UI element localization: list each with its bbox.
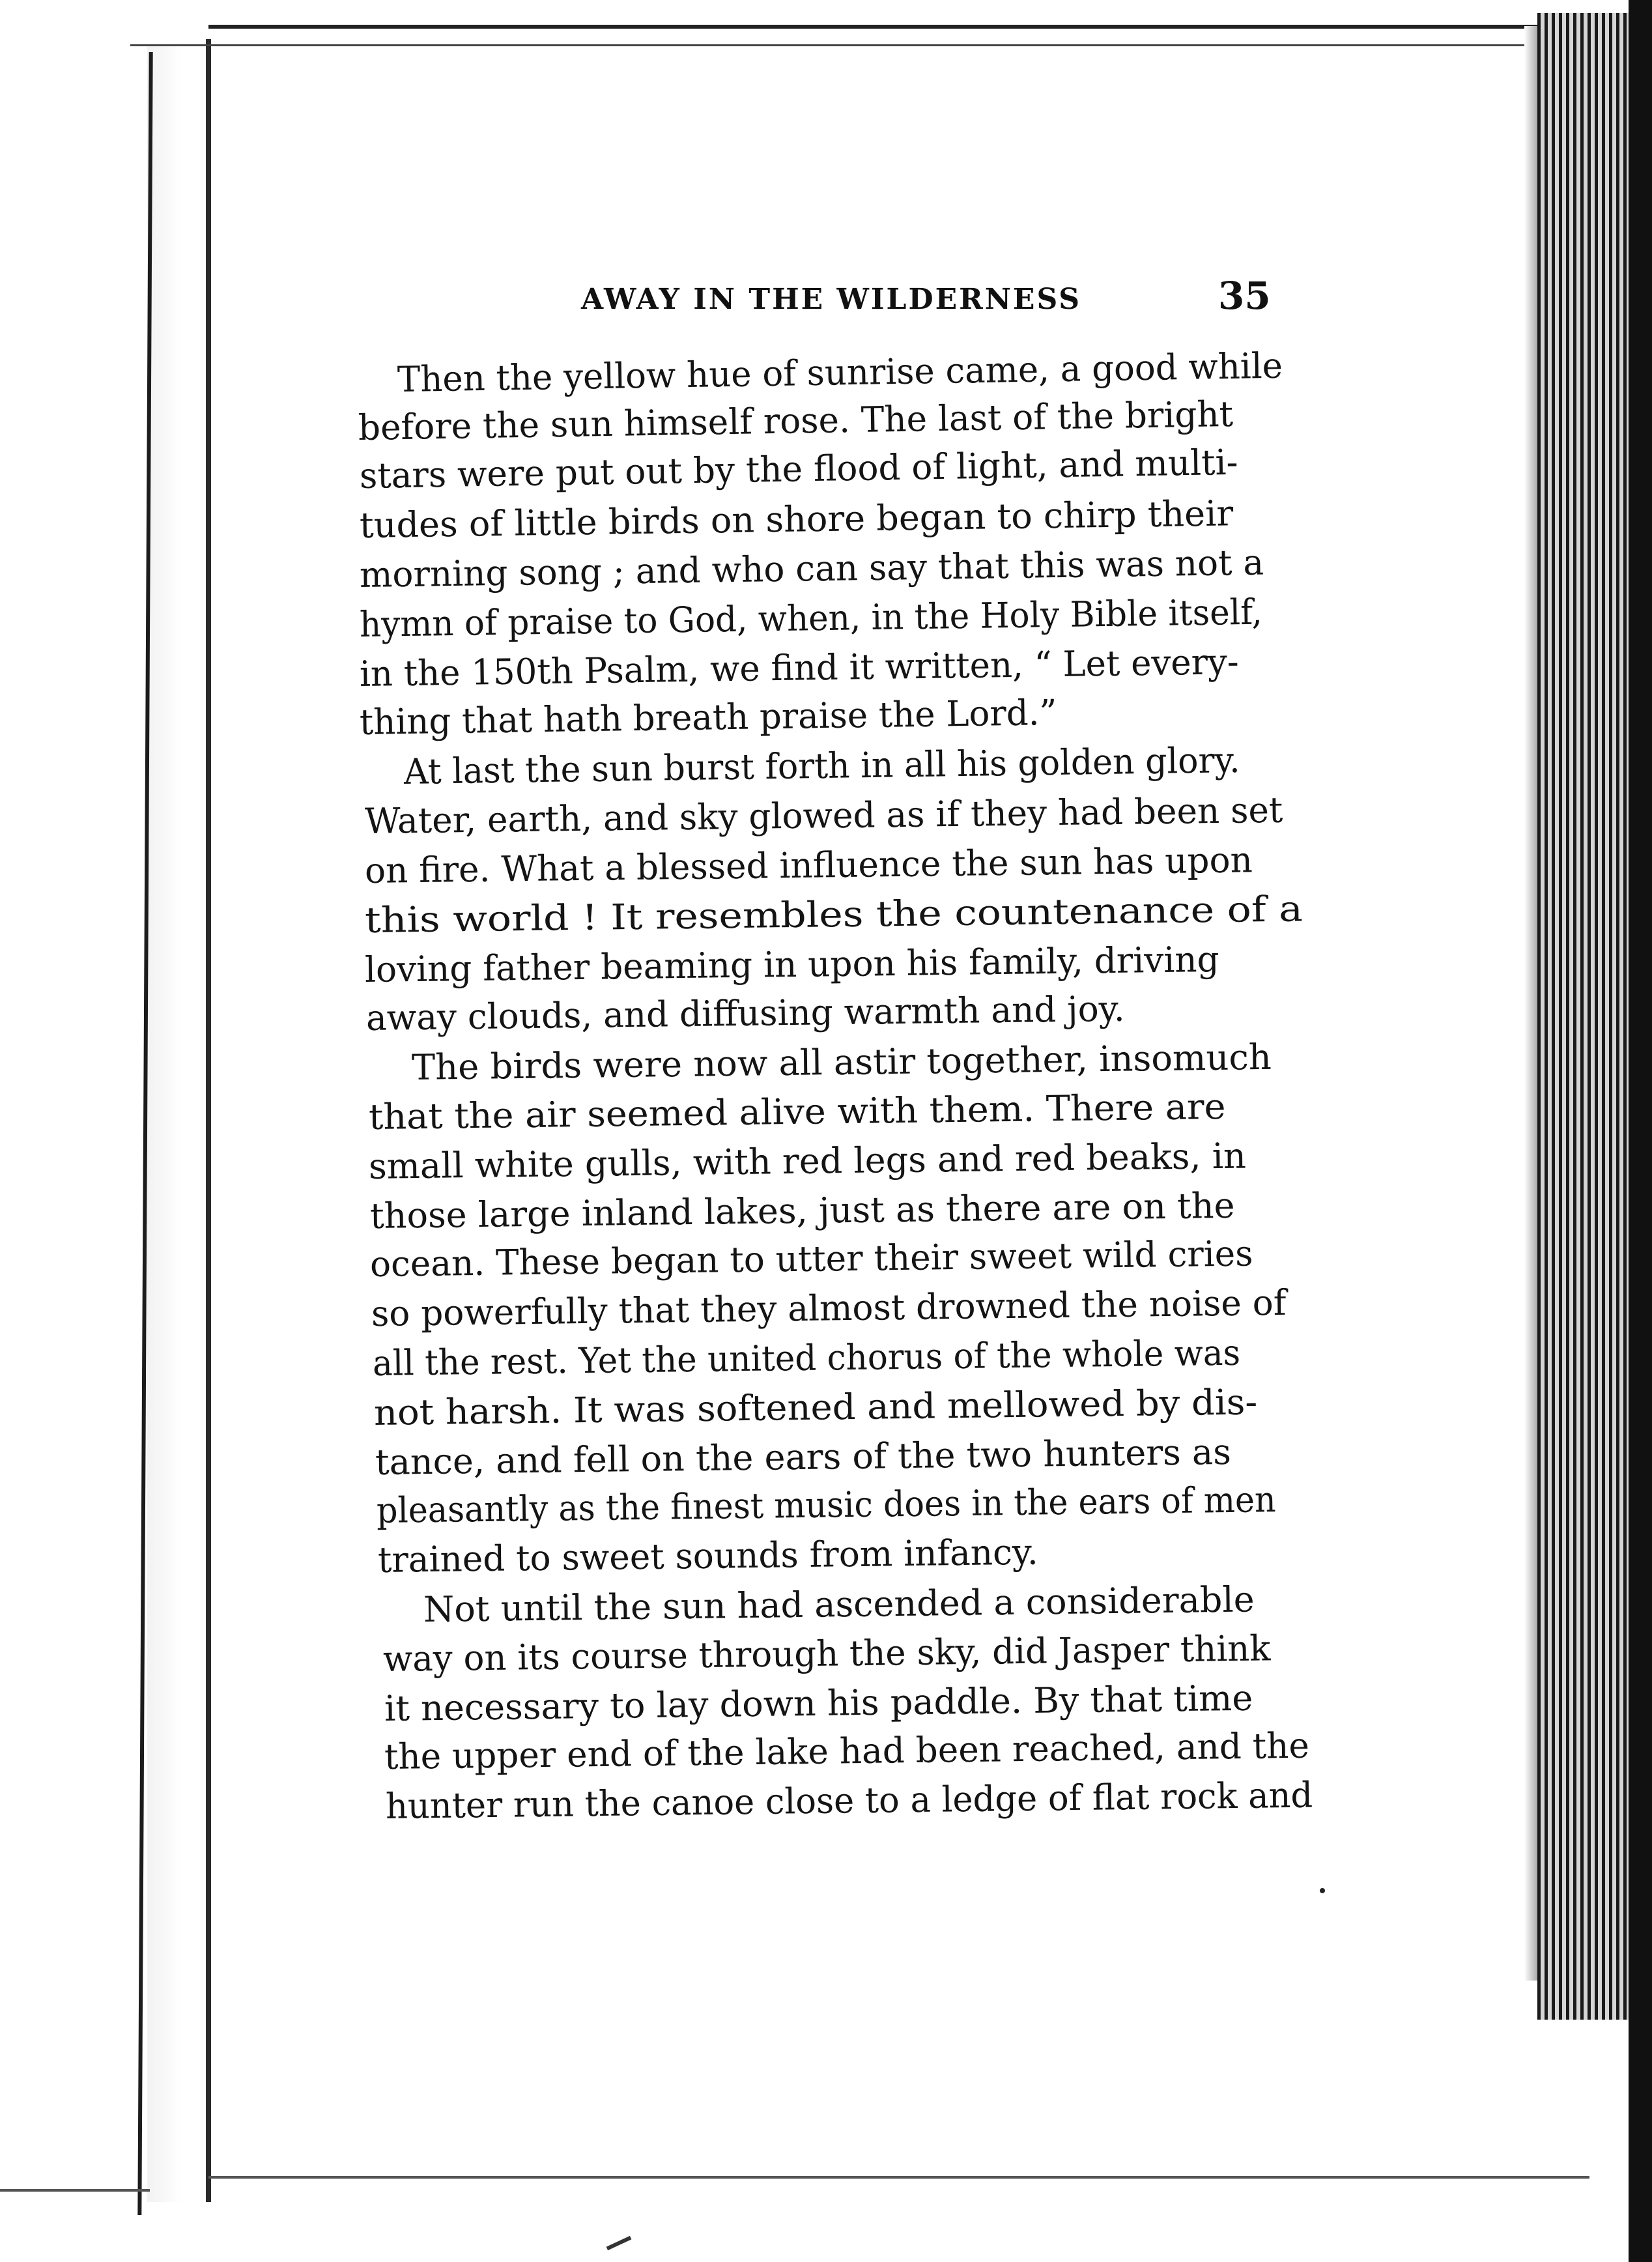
text-line: all the rest. Yet the united chorus of the whole was xyxy=(372,1332,1241,1384)
text-line: so powerfully that they almost drowned the noise of xyxy=(371,1281,1287,1334)
text-line: hunter run the canoe close to a ledge of flat rock and xyxy=(385,1774,1313,1827)
text-line: Then the yellow hue of sunrise came, a good while xyxy=(397,345,1283,400)
text-line: thing that hath breath praise the Lord.” xyxy=(359,692,1057,743)
text-line: away clouds, and diffusing warmth and joy. xyxy=(365,988,1125,1038)
text-line: before the sun himself rose. The last of the bright xyxy=(358,393,1234,448)
text-line: ocean. These began to utter their sweet wild cries xyxy=(369,1233,1253,1285)
text-line: trained to sweet sounds from infancy. xyxy=(377,1531,1039,1581)
text-line: stars were put out by the flood of light, and multi- xyxy=(359,441,1238,496)
text-line: At last the sun burst forth in all his golden glory. xyxy=(403,739,1240,792)
text-line: pleasantly as the finest music does in the ears of men xyxy=(376,1479,1277,1531)
text-line: way on its course through the sky, did Jasper think xyxy=(382,1627,1271,1680)
text-line: The birds were now all astir together, insomuch xyxy=(411,1036,1272,1088)
page-number: 35 xyxy=(1218,274,1271,318)
text-line: hymn of praise to God, when, in the Holy Bible itself, xyxy=(359,591,1263,645)
text-line: small white gulls, with red legs and red beaks, in xyxy=(368,1135,1247,1187)
text-line: this world ! It resembles the countenance of a xyxy=(364,888,1303,941)
text-line: the upper end of the lake had been reached, and the xyxy=(384,1725,1310,1777)
running-head-title: AWAY IN THE WILDERNESS xyxy=(581,283,1082,316)
text-line: Not until the sun had ascended a considerable xyxy=(423,1579,1255,1630)
text-line: on fire. What a blessed influence the sun has upon xyxy=(364,839,1253,891)
text-line: in the 150th Psalm, we find it written, “ Let every- xyxy=(359,641,1240,694)
text-line: those large inland lakes, just as there are on the xyxy=(369,1184,1235,1237)
text-line: tance, and fell on the ears of the two hunters as xyxy=(375,1431,1232,1483)
text-line: it necessary to lay down his paddle. By that time xyxy=(384,1677,1253,1729)
text-line: morning song ; and who can say that this was not a xyxy=(359,541,1264,595)
text-line: not harsh. It was softened and mellowed by dis- xyxy=(373,1381,1258,1433)
text-line: tudes of little birds on shore began to chirp their xyxy=(359,493,1234,546)
text-line: loving father beaming in upon his family, driving xyxy=(364,938,1219,990)
text-line: that the air seemed alive with them. There are xyxy=(368,1085,1226,1138)
text-line: Water, earth, and sky glowed as if they had been set xyxy=(364,789,1283,842)
